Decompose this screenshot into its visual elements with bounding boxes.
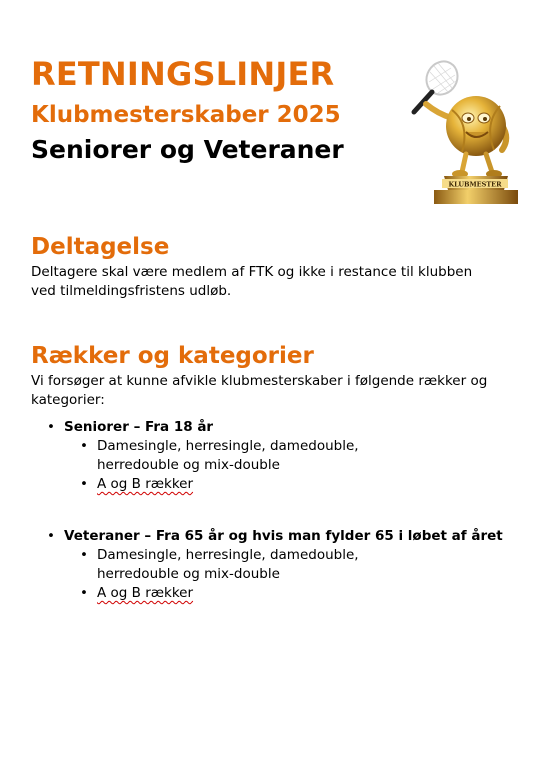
- category-item: [31, 418, 511, 494]
- section-text-deltagelse: Deltagere skal være medlem af FTK og ikke i restance til klubben ved tilmeldingsfristens udløb.: [31, 264, 473, 299]
- category-label: Veteraner – Fra 65 år og hvis man fylder 65 i løbet af året: [64, 528, 503, 544]
- trophy-plate-label: KLUBMESTER: [448, 180, 502, 189]
- category-subitem-text: A og B rækker: [97, 585, 194, 601]
- trophy-image: [404, 58, 524, 206]
- section-heading-raekker: Rækker og kategorier: [31, 343, 314, 369]
- bullet: •: [80, 476, 88, 492]
- category-subitem-text: Damesingle, herresingle, damedouble, herredouble og mix-double: [97, 547, 359, 582]
- category-subitem: [64, 546, 437, 584]
- document-title: RETNINGSLINJER: [31, 55, 335, 93]
- bullet: •: [47, 419, 55, 435]
- category-list-veteraner: [31, 527, 511, 603]
- section-heading-deltagelse: Deltagelse: [31, 234, 170, 260]
- document-subtitle: Klubmesterskaber 2025: [31, 102, 341, 128]
- category-subitem: [64, 584, 437, 603]
- category-item: [31, 527, 511, 603]
- bullet: •: [80, 585, 88, 601]
- category-subitem: [64, 437, 437, 475]
- section-text-raekker-intro: Vi forsøger at kunne afvikle klubmesterskaber i følgende rækker og kategorier:: [31, 373, 488, 408]
- category-sublist: [64, 437, 511, 494]
- document-subtitle-audience: Seniorer og Veteraner: [31, 135, 344, 164]
- category-sublist: [64, 546, 511, 603]
- category-subitem-text: Damesingle, herresingle, damedouble, herredouble og mix-double: [97, 438, 359, 473]
- bullet: •: [80, 438, 88, 454]
- category-label: Seniorer – Fra 18 år: [64, 419, 214, 435]
- category-subitem: [64, 475, 437, 494]
- category-subitem-text: A og B rækker: [97, 476, 194, 492]
- bullet: •: [80, 547, 88, 563]
- category-list-seniorer: [31, 418, 511, 494]
- bullet: •: [47, 528, 55, 544]
